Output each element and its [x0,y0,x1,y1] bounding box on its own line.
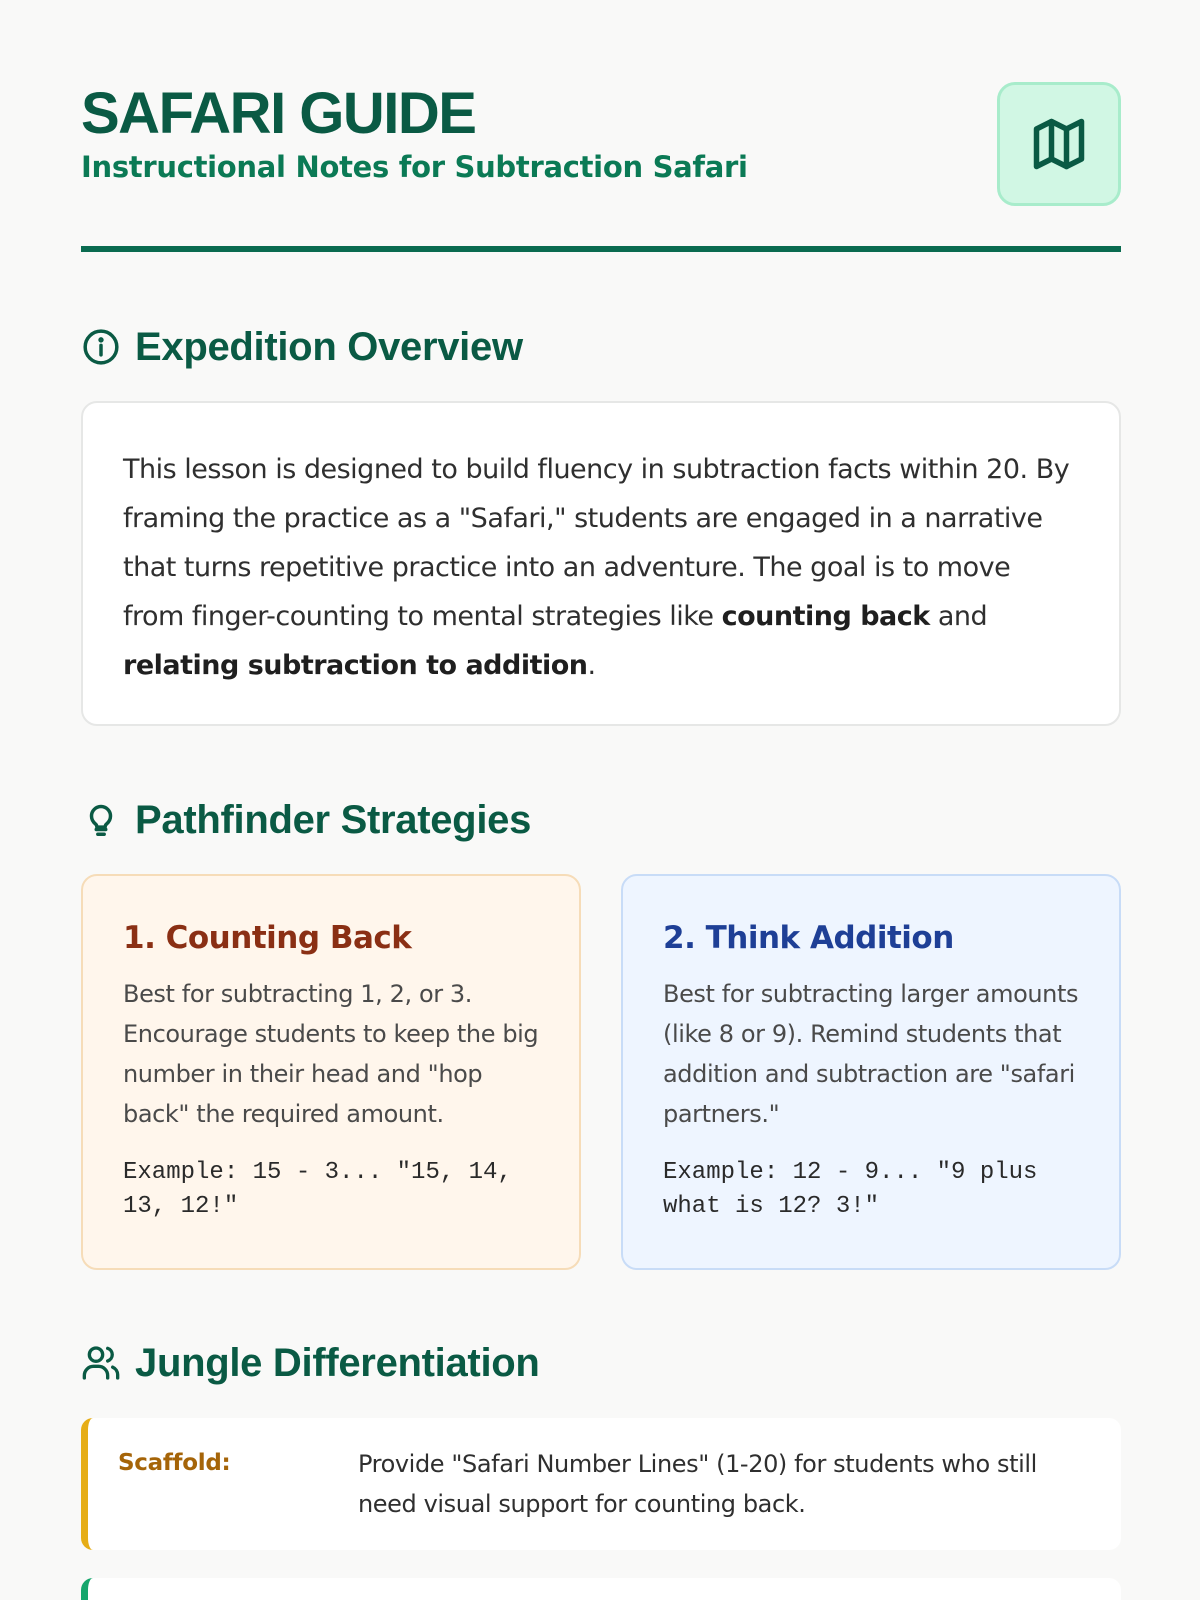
differentiation-text: Provide "Safari Number Lines" (1-20) for students who still need visual support for counting back. [358,1450,1037,1518]
page-title: SAFARI GUIDE [81,81,476,146]
strategy-title: 1. Counting Back [123,920,412,956]
strategy-card-think-addition [621,874,1121,1270]
overview-bold-counting-back: counting back [721,601,930,632]
header-divider [81,246,1121,252]
strategy-title: 2. Think Addition [663,920,954,956]
strategy-card-counting-back [81,874,581,1270]
differentiation-row-scaffold [81,1418,1121,1550]
strategy-example: Example: 15 - 3... "15, 14, 13, 12!" [123,1159,512,1220]
page-subtitle: Instructional Notes for Subtraction Safari [81,150,748,184]
differentiation-section-heading [81,1338,540,1388]
overview-card [81,401,1121,726]
strategy-example: Example: 12 - 9... "9 plus what is 12? 3!" [663,1159,1038,1220]
page-header [81,82,1121,212]
strategies-heading: Pathfinder Strategies [135,797,532,842]
overview-bold-relating: relating subtraction to addition [123,650,588,681]
differentiation-heading: Jungle Differentiation [135,1340,540,1385]
map-icon-badge [997,82,1121,206]
overview-text: This lesson is designed to build fluency in subtraction facts within 20. By framing the practice as a "Safari," students are engaged in a narrative that turns repetitive practice into an adventure. The goal is to move from finger-counting to mental strategies like [123,454,1070,632]
strategies-section-heading [81,795,531,845]
overview-text-and: and [929,601,988,632]
info-icon [81,327,121,367]
strategy-body: Best for subtracting larger amounts (like 8 or 9). Remind students that addition and subtraction are "safari partners." [663,980,1079,1128]
overview-section-heading [81,322,523,372]
overview-text-end: . [587,650,596,681]
strategy-body: Best for subtracting 1, 2, or 3. Encourage students to keep the big number in their head and "hop back" the required amount. [123,980,539,1128]
map-icon [1029,114,1089,174]
differentiation-row-partial [81,1578,1121,1600]
lightbulb-icon [81,800,121,840]
users-icon [81,1343,121,1383]
overview-heading: Expedition Overview [135,324,523,369]
differentiation-label: Scaffold: [118,1450,231,1476]
